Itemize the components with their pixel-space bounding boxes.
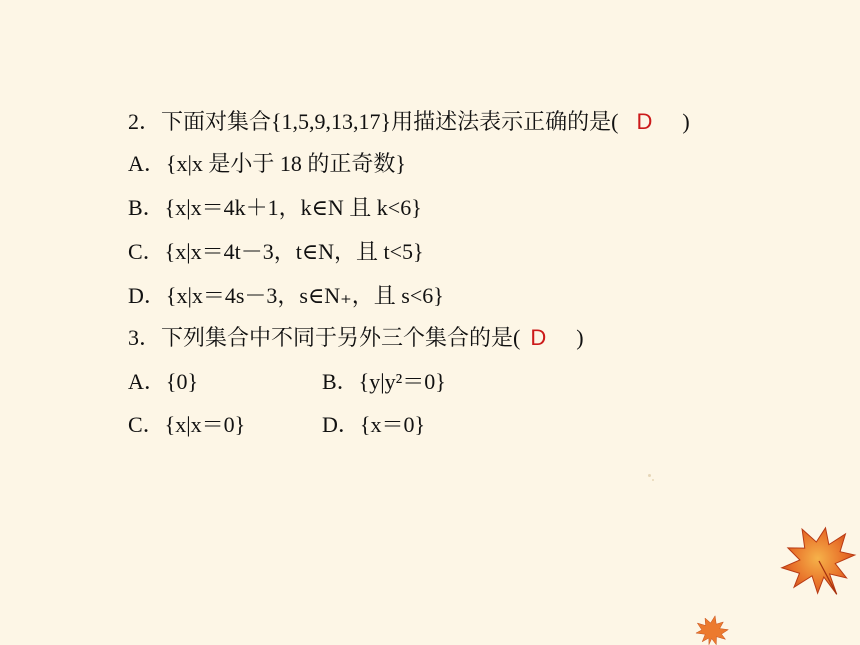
question-3-option-c: C．{x|x＝0} [128, 412, 246, 437]
question-3-stem [128, 323, 584, 353]
question-2-option-a: A．{x|x 是小于 18 的正奇数} [128, 151, 406, 176]
question-2-text: 2．下面对集合{1,5,9,13,17}用描述法表示正确的是( [128, 109, 619, 134]
question-3-answer: D [530, 325, 547, 350]
question-2-answer: D [636, 109, 653, 134]
maple-leaf-small-icon [694, 614, 730, 645]
decor-dot [648, 474, 651, 477]
question-3-option-a: A．{0} [128, 369, 199, 394]
maple-leaf-icon [778, 520, 860, 602]
question-2-close: ) [682, 109, 690, 134]
question-3-close: ) [576, 325, 584, 350]
question-2-stem [128, 107, 690, 137]
question-3-option-d: D．{x＝0} [322, 412, 426, 437]
question-2-option-c: C．{x|x＝4t－3，t∈N，且 t<5} [128, 239, 424, 264]
question-2-option-b: B．{x|x＝4k＋1，k∈N 且 k<6} [128, 195, 422, 220]
question-3-text: 3．下列集合中不同于另外三个集合的是( [128, 325, 521, 350]
question-3-option-b: B．{y|y²＝0} [322, 369, 446, 394]
decor-dot [652, 479, 654, 481]
question-2-option-d: D．{x|x＝4s－3，s∈N₊，且 s<6} [128, 283, 444, 308]
